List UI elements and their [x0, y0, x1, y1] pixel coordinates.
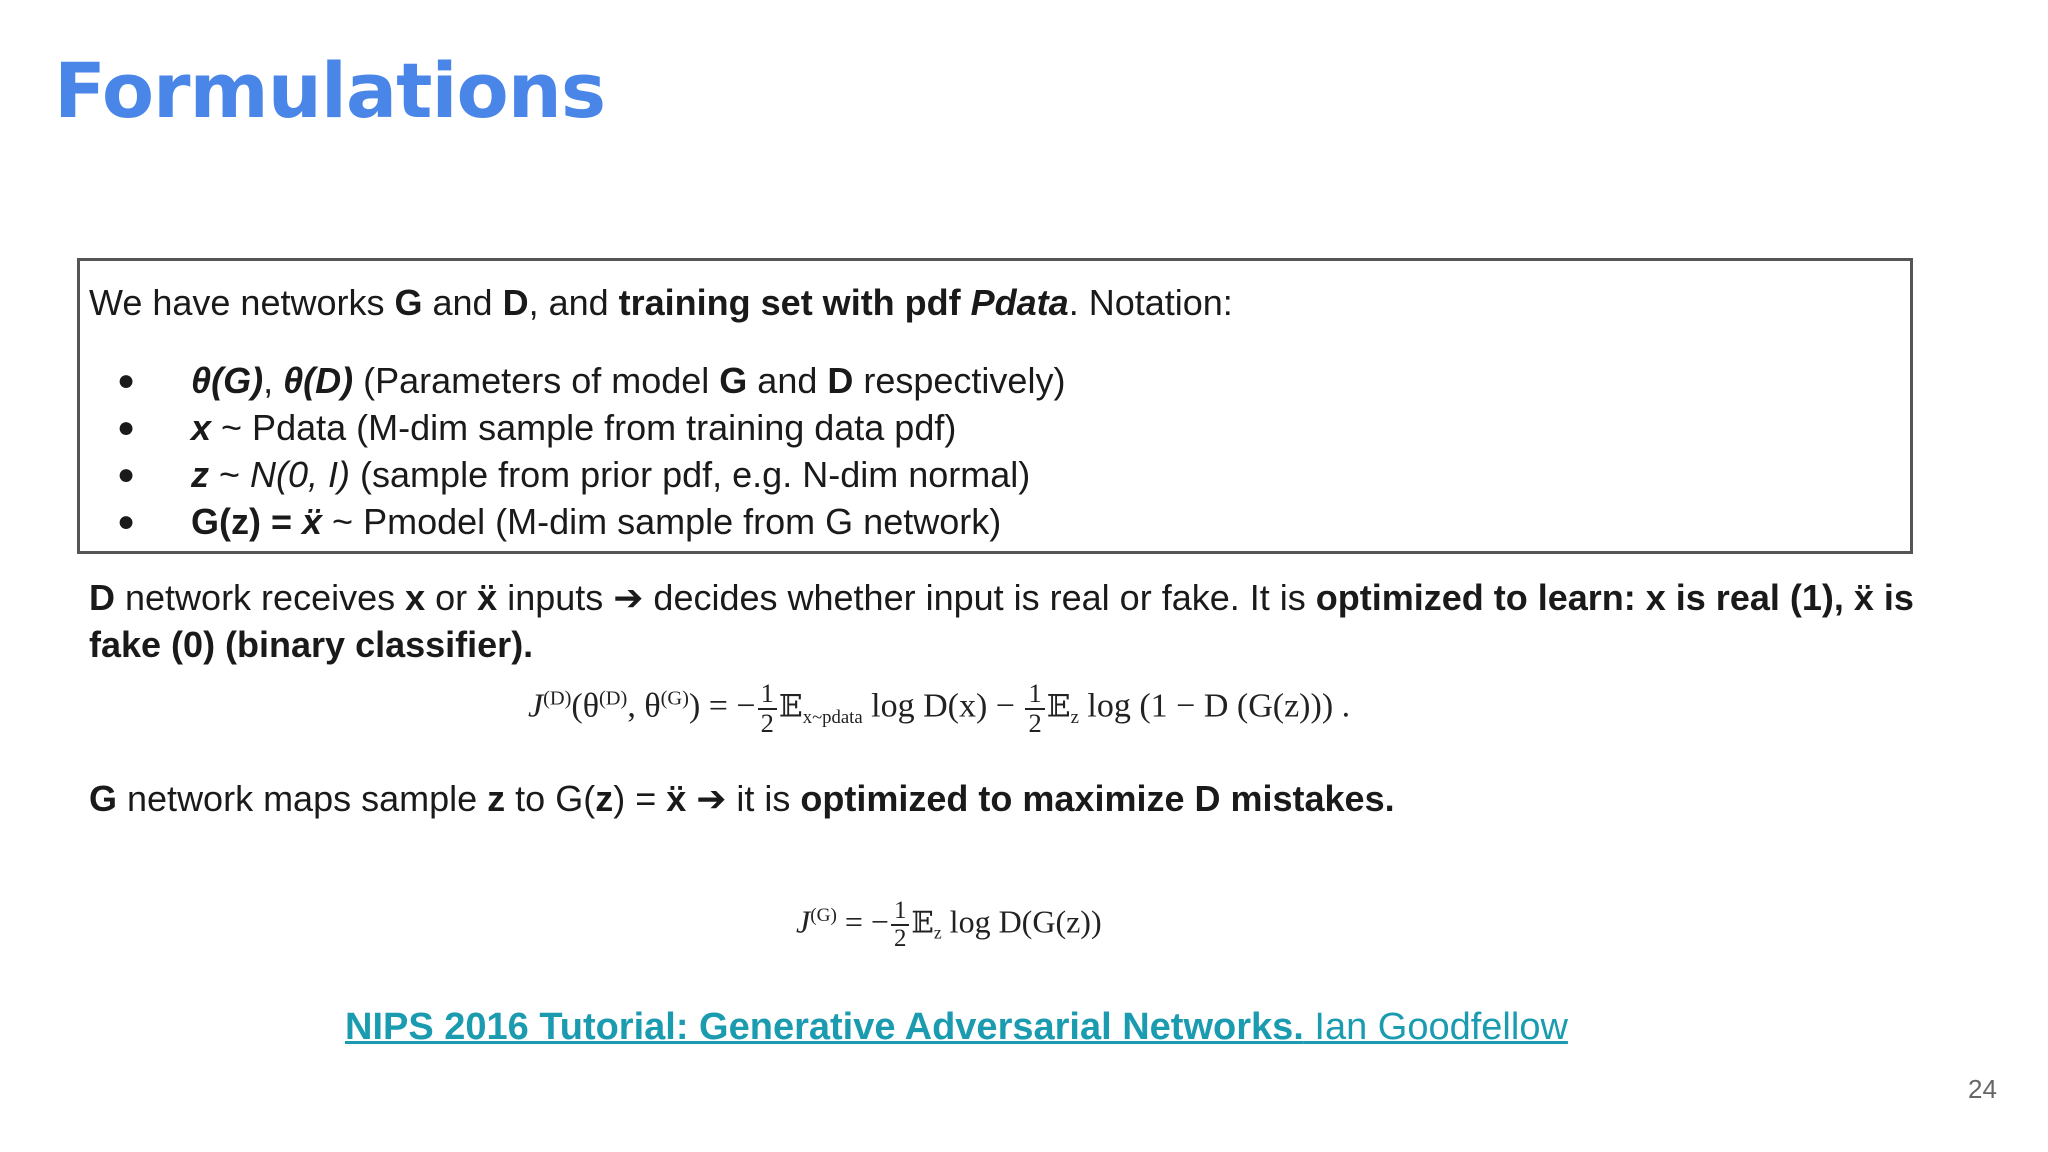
discriminator-description: D network receives x or ẍ inputs ➔ decides whether input is real or fake. It is optimized to learn: x is real (1), ẍ is fake (0) (binary classifier). — [89, 577, 1914, 665]
list-item: ● θ(G), θ(D) (Parameters of model G and D respectively) — [89, 357, 1065, 404]
bullet-icon: ● — [117, 411, 136, 444]
list-item: ● G(z) = ẍ ~ Pmodel (M-dim sample from G network) — [89, 498, 1065, 545]
reference-link-text[interactable]: NIPS 2016 Tutorial: Generative Adversarial Networks. Ian Goodfellow — [345, 1006, 1568, 1048]
bullet-icon: ● — [117, 364, 136, 397]
discriminator-loss-equation: $J^{(D)}(\theta^{(D)}$, $\theta^{(G)}$) = − $\frac{1}{2}$ 𝔼$_{x\sim pdata}$ log D(x) − $\frac{1}{2}$ 𝔼$_z$ log (1 − D (G(z))) . — [528, 678, 1351, 738]
slide-title: Formulations — [54, 46, 606, 135]
bullet-icon: ● — [117, 458, 136, 491]
notation-list — [89, 357, 1065, 545]
reference-link[interactable] — [345, 1006, 1568, 1049]
generator-description: G network maps sample z to G(z) = ẍ ➔ it is optimized to maximize D mistakes. — [89, 778, 1395, 819]
page-number: 24 — [1968, 1074, 1997, 1104]
notation-intro: We have networks G and D, and training set with pdf Pdata. Notation: — [89, 282, 1233, 323]
list-item: ● x ~ Pdata (M-dim sample from training data pdf) — [89, 404, 1065, 451]
list-item: ● z ~ N(0, I) (sample from prior pdf, e.g. N-dim normal) — [89, 451, 1065, 498]
bullet-icon: ● — [117, 505, 136, 538]
generator-loss-equation: $J^{(G)}$ = − $\frac{1}{2}$ 𝔼$_z$ log D(G(z)) — [796, 897, 1102, 953]
